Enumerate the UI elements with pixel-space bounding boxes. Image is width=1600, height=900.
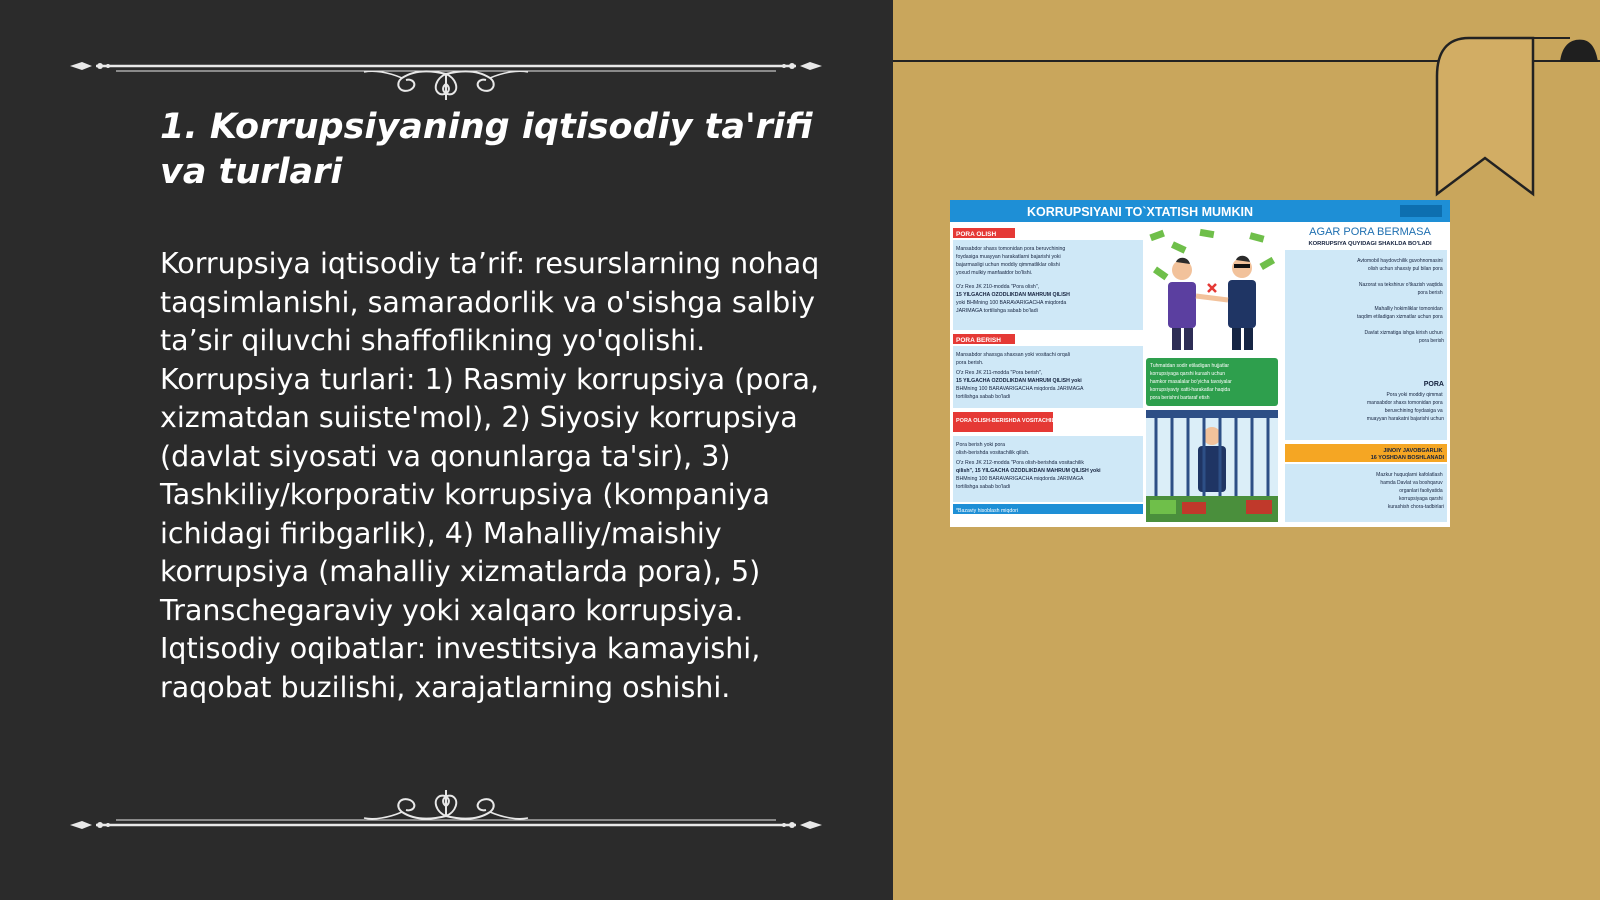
bottom-ornament (68, 770, 824, 830)
svg-text:Pora berish yoki pora ol: Pora berish yoki pora olish-berishda vositachilik qilish. O'z Res JK 212-modda "Pora olish-berishda vositachilik qilish", 15 YILGACHA OZODLIKDAN MAHRUM QILISH yoki BHMning 100 BARAVARIGACHA miqdorda JARIMAGA tortilishga sabab bo'ladi (956, 442, 1101, 490)
svg-text:Mansabdor shaxsga shaxsan yoki: Mansabdor shaxsga shaxsan yoki vositachi orqali pora berish. O'z Res JK 211-modda "Pora berish", 15 YILGACHA OZODLIKDAN MAHRUM QILISH yoki BHMning 100 BARAVARIGACHA miqdorda JARIMAGA tortilishga sabab bo'ladi (956, 352, 1084, 400)
handshake-illustration-icon (1146, 226, 1278, 354)
svg-text:JINOIY JAVOBGARLIK 16 YO: JINOIY JAVOBGARLIK 16 YOSHDAN BOSHLANADI (1370, 448, 1444, 461)
svg-text:Mansabdor shaxs tomonidan pora: Mansabdor shaxs tomonidan pora beruvchining foydasiga muayyan harakatlarni bajarishi yoki bajarmasligi uchun moddiy qimmatliklar olishi yoxud mulkiy manfaatdor bo'lishi. O'z Res JK 210-modda "Pora olish", 15 YILGACHA OZODLIKDAN MAHRUM QILISH yoki BHMning 100 BARAVARIGACHA miqdorda JARIMAGA tortilishga sabab bo'ladi (956, 246, 1070, 314)
infographic-header: KORRUPSIYANI TO`XTATISH MUMKIN (1027, 205, 1253, 219)
slide-body-text: Korrupsiya iqtisodiy ta’rif: resurslarning nohaq taqsimlanishi, samaradorlik va o'sishga salbiy ta’sir qiluvchi shaffoflikning yo'qolishi. Korrupsiya turlari: 1) Rasmiy korrupsiya (pora, xizmatdan suiiste'mol), 2) Siyosiy korrupsiya (davlat siyosati va qonunlarga ta'sir), 3) Tashkiliy/korporativ korrupsiya (kompaniya ichidagi firibgarlik), 4) Mahalliy/maishiy korrupsiya (mahalliy xizmatlarda pora), 5) Transchegaraviy yoki xalqaro korrupsiya. Iqtisodiy oqibatlar: investitsiya kamayishi, raqobat buzilishi, xarajatlarning oshishi. (160, 247, 820, 704)
page-curl-icon (1510, 36, 1600, 96)
svg-text:KORRUPSIYA QUYIDAGI SHAKLDA BO: KORRUPSIYA QUYIDAGI SHAKLDA BO'LADI (1308, 241, 1432, 247)
slide-title: 1. Korrupsiyaning iqtisodiy ta'rifi va turlari (160, 107, 813, 192)
right-column (1282, 222, 1450, 527)
svg-text:PORA BERISH: PORA BERISH (956, 337, 1001, 344)
infographic-image (950, 200, 1450, 527)
right-title: AGAR PORA BERMASA (1309, 226, 1431, 238)
svg-text:PORA: PORA (1423, 381, 1444, 388)
svg-text:PORA OLISH: PORA OLISH (956, 231, 997, 238)
svg-text:PORA OLISH-BERISHDA VOSITACHIL: PORA OLISH-BERISHDA VOSITACHILIK QILISH (956, 418, 1081, 424)
green-info-box (1146, 358, 1278, 406)
top-ornament (68, 40, 824, 100)
svg-text:Mazkur huquqlarni kafolatlash: Mazkur huquqlarni kafolatlash hamda Davlat va boshqaruv organlari faoliyatida korrupsiyaga qarshi kurashish chora-tadbirlari (1376, 472, 1444, 510)
svg-text:Tuhmatdan sodir etiladigan huj: Tuhmatdan sodir etiladigan hujjatlar korrupsiyaga qarshi kurash uchun hamkor masalalar bo'yicha tavsiyalar korrupsiyaviy xatti-harakatlar haqida pora berishni bartaraf etish (1150, 363, 1232, 401)
svg-text:*Bazaviy hisoblash miqdori: *Bazaviy hisoblash miqdori (956, 508, 1018, 514)
prison-illustration-icon (1146, 410, 1278, 522)
section-pora-olish (953, 228, 1143, 330)
svg-text:Avtomobil haydovchilik guvohno: Avtomobil haydovchilik guvohnomasini olish uchun shaxsiy pul bilan pora Nazorat va tekshiruv o'tkazish vaqtida pora berish Mahalliy hokimliklar tomonidan taqdim etiladigan xizmatlar uchun pora Davlat xizmatiga ishga kirish uchun pora berish (1357, 258, 1444, 344)
svg-text:Pora yoki moddiy qimmat: Pora yoki moddiy qimmat mansabdor shaxs tomonidan pora beruvchining foydasiga va muayyan harakatni bajarishi uchun (1366, 392, 1444, 422)
